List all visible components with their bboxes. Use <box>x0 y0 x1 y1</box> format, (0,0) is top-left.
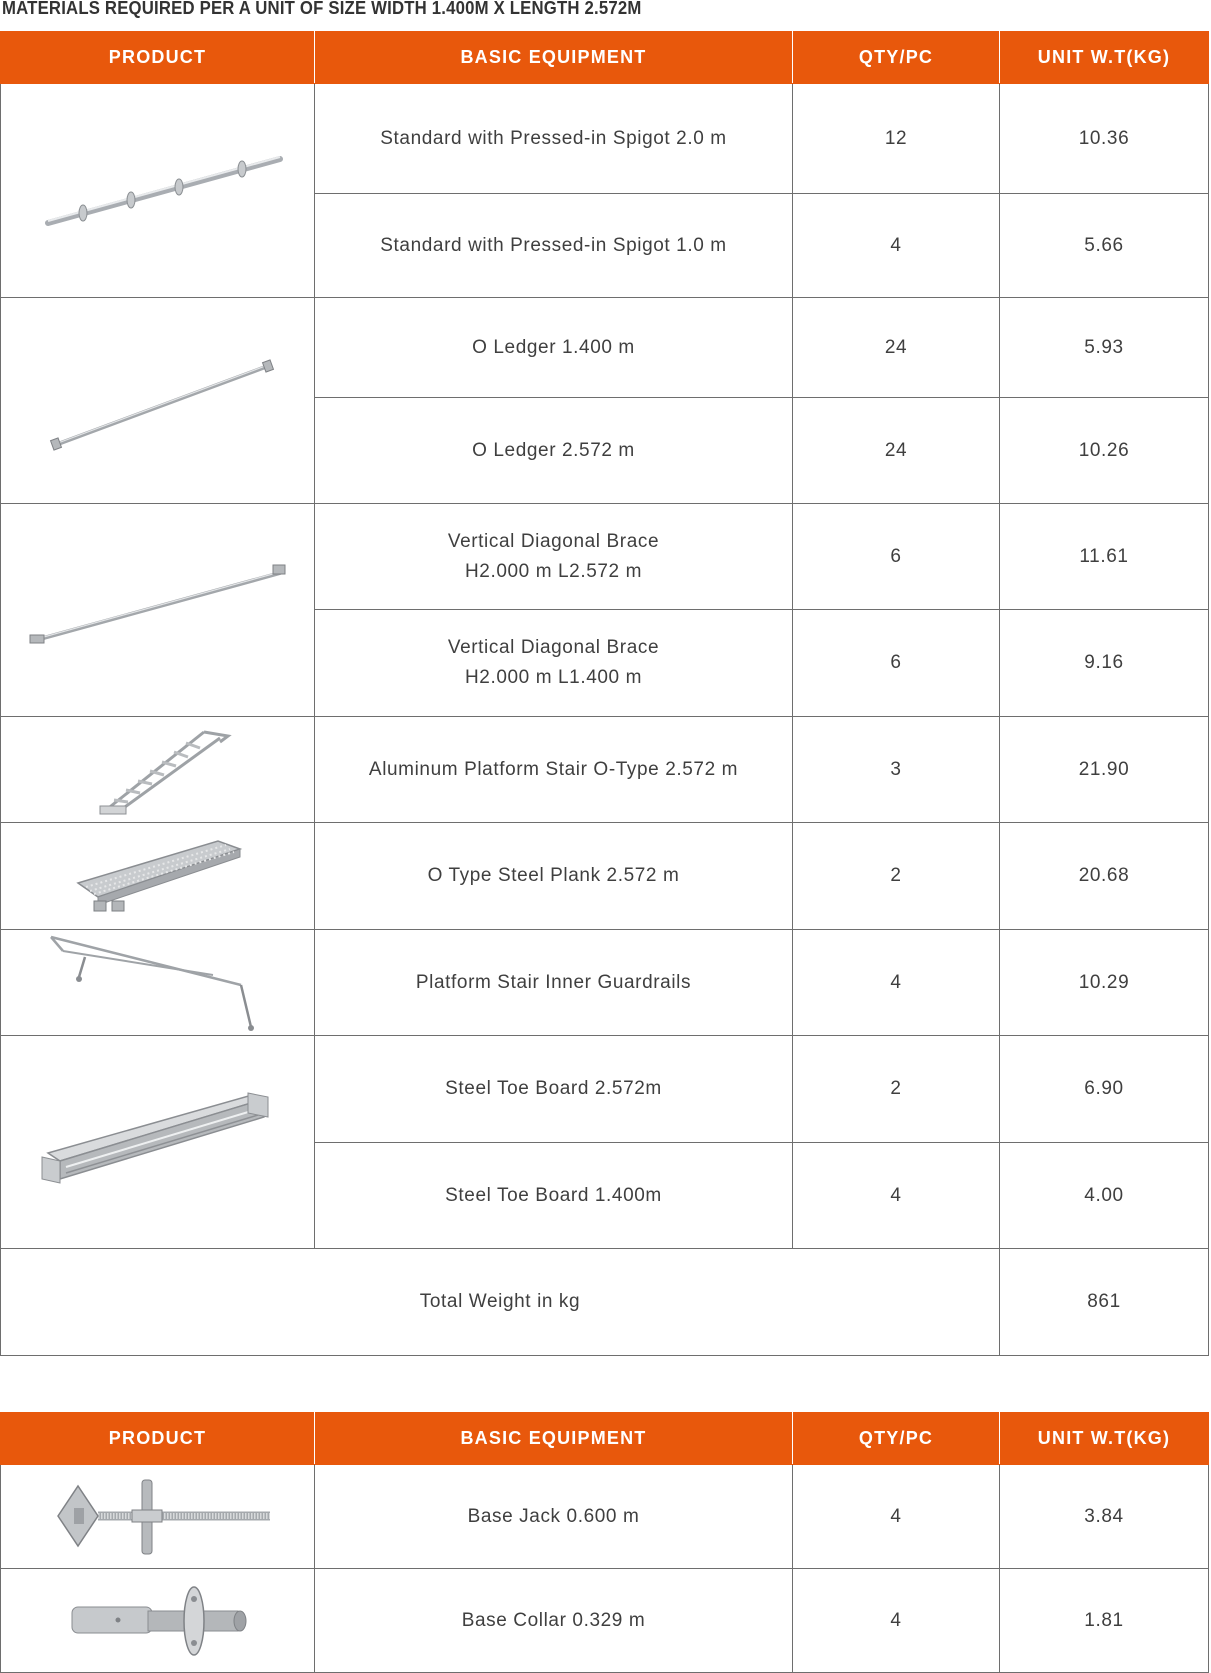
product-image-cell <box>1 823 315 930</box>
header-weight: UNIT W.T(KG) <box>1000 32 1209 84</box>
weight-value: 4.00 <box>1000 1143 1209 1249</box>
table-row <box>1 84 1209 194</box>
qty-value: 6 <box>793 504 1000 610</box>
weight-value: 3.84 <box>1000 1465 1209 1569</box>
product-image-cell <box>1 1036 315 1249</box>
total-value: 861 <box>1000 1249 1209 1356</box>
equipment-name: Steel Toe Board 1.400m <box>315 1143 793 1249</box>
equipment-name: Platform Stair Inner Guardrails <box>315 930 793 1036</box>
total-row <box>1 1249 1209 1356</box>
qty-value: 6 <box>793 610 1000 717</box>
weight-value: 6.90 <box>1000 1036 1209 1143</box>
equipment-name: Standard with Pressed-in Spigot 1.0 m <box>315 194 793 298</box>
product-image-cell <box>1 504 315 717</box>
product-image-cell <box>1 298 315 504</box>
weight-value: 1.81 <box>1000 1569 1209 1673</box>
header-equipment: BASIC EQUIPMENT <box>315 32 793 84</box>
equipment-name: Steel Toe Board 2.572m <box>315 1036 793 1143</box>
qty-value: 4 <box>793 1569 1000 1673</box>
base-collar-icon <box>58 1581 258 1661</box>
qty-value: 4 <box>793 1465 1000 1569</box>
equipment-name: O Ledger 2.572 m <box>315 398 793 504</box>
table-row <box>1 298 1209 398</box>
materials-table <box>0 31 1209 1356</box>
header-qty: QTY/PC <box>793 32 1000 84</box>
equipment-name: O Ledger 1.400 m <box>315 298 793 398</box>
equipment-name-line: H2.000 m L1.400 m <box>464 667 643 688</box>
table-row <box>1 717 1209 823</box>
qty-value: 4 <box>793 930 1000 1036</box>
equipment-name: Standard with Pressed-in Spigot 2.0 m <box>315 84 793 194</box>
qty-value: 3 <box>793 717 1000 823</box>
toe-board-icon <box>38 1087 278 1197</box>
weight-value: 10.26 <box>1000 398 1209 504</box>
stair-icon <box>78 722 238 818</box>
table-row <box>1 1569 1209 1673</box>
qty-value: 24 <box>793 298 1000 398</box>
table-row <box>1 1465 1209 1569</box>
weight-value: 20.68 <box>1000 823 1209 930</box>
base-jack-icon <box>38 1472 278 1562</box>
qty-value: 4 <box>793 1143 1000 1249</box>
equipment-name-line: Vertical Diagonal Brace <box>447 637 660 658</box>
header-qty: QTY/PC <box>793 1413 1000 1465</box>
qty-value: 2 <box>793 1036 1000 1143</box>
qty-value: 4 <box>793 194 1000 298</box>
table-row <box>1 930 1209 1036</box>
equipment-name: Aluminum Platform Stair O-Type 2.572 m <box>315 717 793 823</box>
weight-value: 5.66 <box>1000 194 1209 298</box>
product-image-cell <box>1 84 315 298</box>
product-image-cell <box>1 1465 315 1569</box>
weight-value: 5.93 <box>1000 298 1209 398</box>
header-equipment: BASIC EQUIPMENT <box>315 1413 793 1465</box>
weight-value: 9.16 <box>1000 610 1209 717</box>
total-label: Total Weight in kg <box>1 1249 1000 1356</box>
equipment-name <box>315 610 793 717</box>
weight-value: 10.36 <box>1000 84 1209 194</box>
equipment-name-line: H2.000 m L2.572 m <box>464 560 643 582</box>
equipment-name: Base Jack 0.600 m <box>315 1465 793 1569</box>
weight-value: 10.29 <box>1000 930 1209 1036</box>
qty-value: 12 <box>793 84 1000 194</box>
header-product: PRODUCT <box>1 1413 315 1465</box>
page-title: MATERIALS REQUIRED PER A UNIT OF SIZE WIDTH 1.400M X LENGTH 2.572M <box>2 0 642 18</box>
standard-icon <box>28 131 288 251</box>
table-row <box>1 504 1209 610</box>
weight-value: 11.61 <box>1000 504 1209 610</box>
steel-plank-icon <box>68 831 248 921</box>
equipment-name: O Type Steel Plank 2.572 m <box>315 823 793 930</box>
product-image-cell <box>1 717 315 823</box>
accessories-table <box>0 1412 1209 1673</box>
table-row <box>1 823 1209 930</box>
table-header-row <box>1 32 1209 84</box>
equipment-name: Base Collar 0.329 m <box>315 1569 793 1673</box>
product-image-cell <box>1 930 315 1036</box>
table-header-row <box>1 1413 1209 1465</box>
qty-value: 2 <box>793 823 1000 930</box>
diagonal-brace-icon <box>18 555 298 665</box>
equipment-name <box>315 504 793 610</box>
header-product: PRODUCT <box>1 32 315 84</box>
header-weight: UNIT W.T(KG) <box>1000 1413 1209 1465</box>
guardrail-icon <box>43 931 273 1035</box>
product-image-cell <box>1 1569 315 1673</box>
table-row <box>1 1036 1209 1143</box>
equipment-name-line: Vertical Diagonal Brace <box>447 530 660 552</box>
qty-value: 24 <box>793 398 1000 504</box>
ledger-icon <box>28 341 288 461</box>
weight-value: 21.90 <box>1000 717 1209 823</box>
